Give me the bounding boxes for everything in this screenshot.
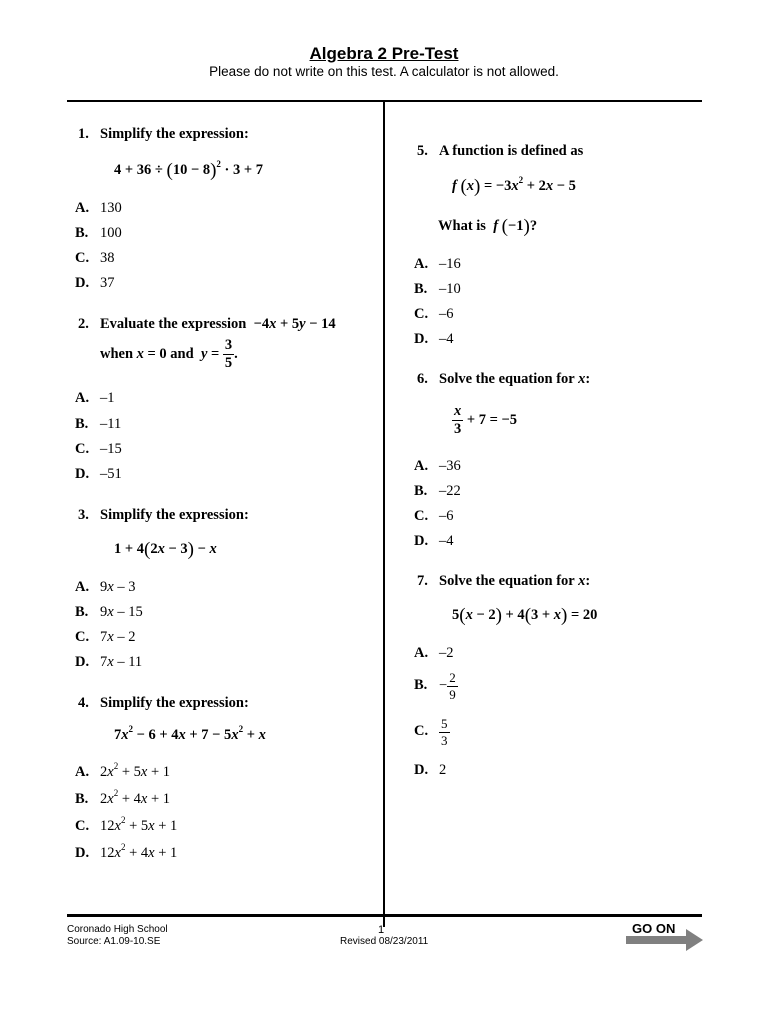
question-4-option-b[interactable]: B. $2x^2 + 4x + 1$ <box>75 788 170 807</box>
question-2-option-d[interactable]: D. –51 <box>75 466 122 482</box>
arrow-right-icon <box>626 928 704 952</box>
question-3-option-c[interactable]: C. 7x – 2 <box>75 629 136 645</box>
footer-school: Coronado High School <box>67 924 168 935</box>
question-3-expression: 1 + 4(2x − 3) − x <box>114 539 217 560</box>
question-7-prompt: 7. Solve the equation for x: <box>417 573 591 589</box>
question-5-prompt: 5. A function is defined as <box>417 143 584 159</box>
question-4-option-a[interactable]: A. $2x^2 + 5x + 1$ <box>75 761 170 780</box>
question-2-fraction: $\frac{3}{5}$ <box>224 337 233 372</box>
question-2-prompt: 2. Evaluate the expression −4x + 5y − 14 <box>78 316 336 332</box>
page-title: Algebra 2 Pre-Test <box>309 44 459 63</box>
question-7-option-c[interactable]: C. $\frac{5}{3}$ <box>414 716 448 748</box>
bottom-divider <box>67 914 702 917</box>
question-4-option-d[interactable]: D. $12x^2 + 4x + 1$ <box>75 842 178 861</box>
question-2-condition: when x = 0 and y = $\frac{3}{5}$ . <box>100 337 238 372</box>
page-number: 1 <box>378 924 385 936</box>
question-7-option-b[interactable]: B. − $\frac{2}{9}$ <box>414 670 456 702</box>
question-5-option-d[interactable]: D. –4 <box>414 331 454 347</box>
question-1-prompt: 1. Simplify the expression: <box>78 126 249 142</box>
question-2-option-a[interactable]: A. –1 <box>75 390 115 406</box>
question-1-option-d[interactable]: D. 37 <box>75 275 115 291</box>
question-6-expression: $\frac{x}{3}$ + 7 = −5 <box>454 403 518 438</box>
question-1-option-c[interactable]: C. 38 <box>75 250 115 266</box>
question-4-option-c[interactable]: C. $12x^2 + 5x + 1$ <box>75 815 178 834</box>
question-5-followup: What is f (−1)? <box>438 216 538 237</box>
question-5-option-c[interactable]: C. –6 <box>414 306 454 322</box>
question-2-option-b[interactable]: B. –11 <box>75 416 122 432</box>
instructions: Please do not write on this test. A calculator is not allowed. <box>209 64 559 79</box>
question-5-option-a[interactable]: A. –16 <box>414 256 461 272</box>
question-6-option-b[interactable]: B. –22 <box>414 483 461 499</box>
question-6-option-c[interactable]: C. –6 <box>414 508 454 524</box>
question-1-option-a[interactable]: A. 130 <box>75 200 122 216</box>
footer-revised: Revised 08/23/2011 <box>340 936 429 947</box>
question-2-option-c[interactable]: C. –15 <box>75 441 122 457</box>
go-on-label: GO ON <box>632 921 676 936</box>
question-3-option-b[interactable]: B. 9x – 15 <box>75 604 143 620</box>
question-3-option-d[interactable]: D. 7x – 11 <box>75 654 143 670</box>
question-6-option-a[interactable]: A. –36 <box>414 458 461 474</box>
question-5-option-b[interactable]: B. –10 <box>414 281 461 297</box>
question-7-option-a[interactable]: A. –2 <box>414 645 454 661</box>
question-2-expression: −4x + 5y − 14 <box>253 316 336 332</box>
question-7-expression: 5(x − 2) + 4(3 + x) = 20 <box>452 605 598 626</box>
question-3-option-a[interactable]: A. 9x – 3 <box>75 579 136 595</box>
question-1-option-b[interactable]: B. 100 <box>75 225 122 241</box>
question-7-option-d[interactable]: D. 2 <box>414 762 447 778</box>
question-3-prompt: 3. Simplify the expression: <box>78 507 249 523</box>
question-1-expression: $4 + 36 \div (10 - 8)^2 \cdot 3 + 7$ <box>114 159 264 181</box>
question-4-expression: $7x^2 - 6 + 4x + 7 - 5x^2 + x$ <box>114 724 266 743</box>
question-5-expression: f $(x) = -3x^2 + 2x - 5$ <box>452 175 576 197</box>
column-divider <box>383 101 385 927</box>
question-6-prompt: 6. Solve the equation for x: <box>417 371 591 387</box>
question-6-option-d[interactable]: D. –4 <box>414 533 454 549</box>
footer-source: Source: A1.09-10.SE <box>67 936 161 947</box>
question-4-prompt: 4. Simplify the expression: <box>78 695 249 711</box>
